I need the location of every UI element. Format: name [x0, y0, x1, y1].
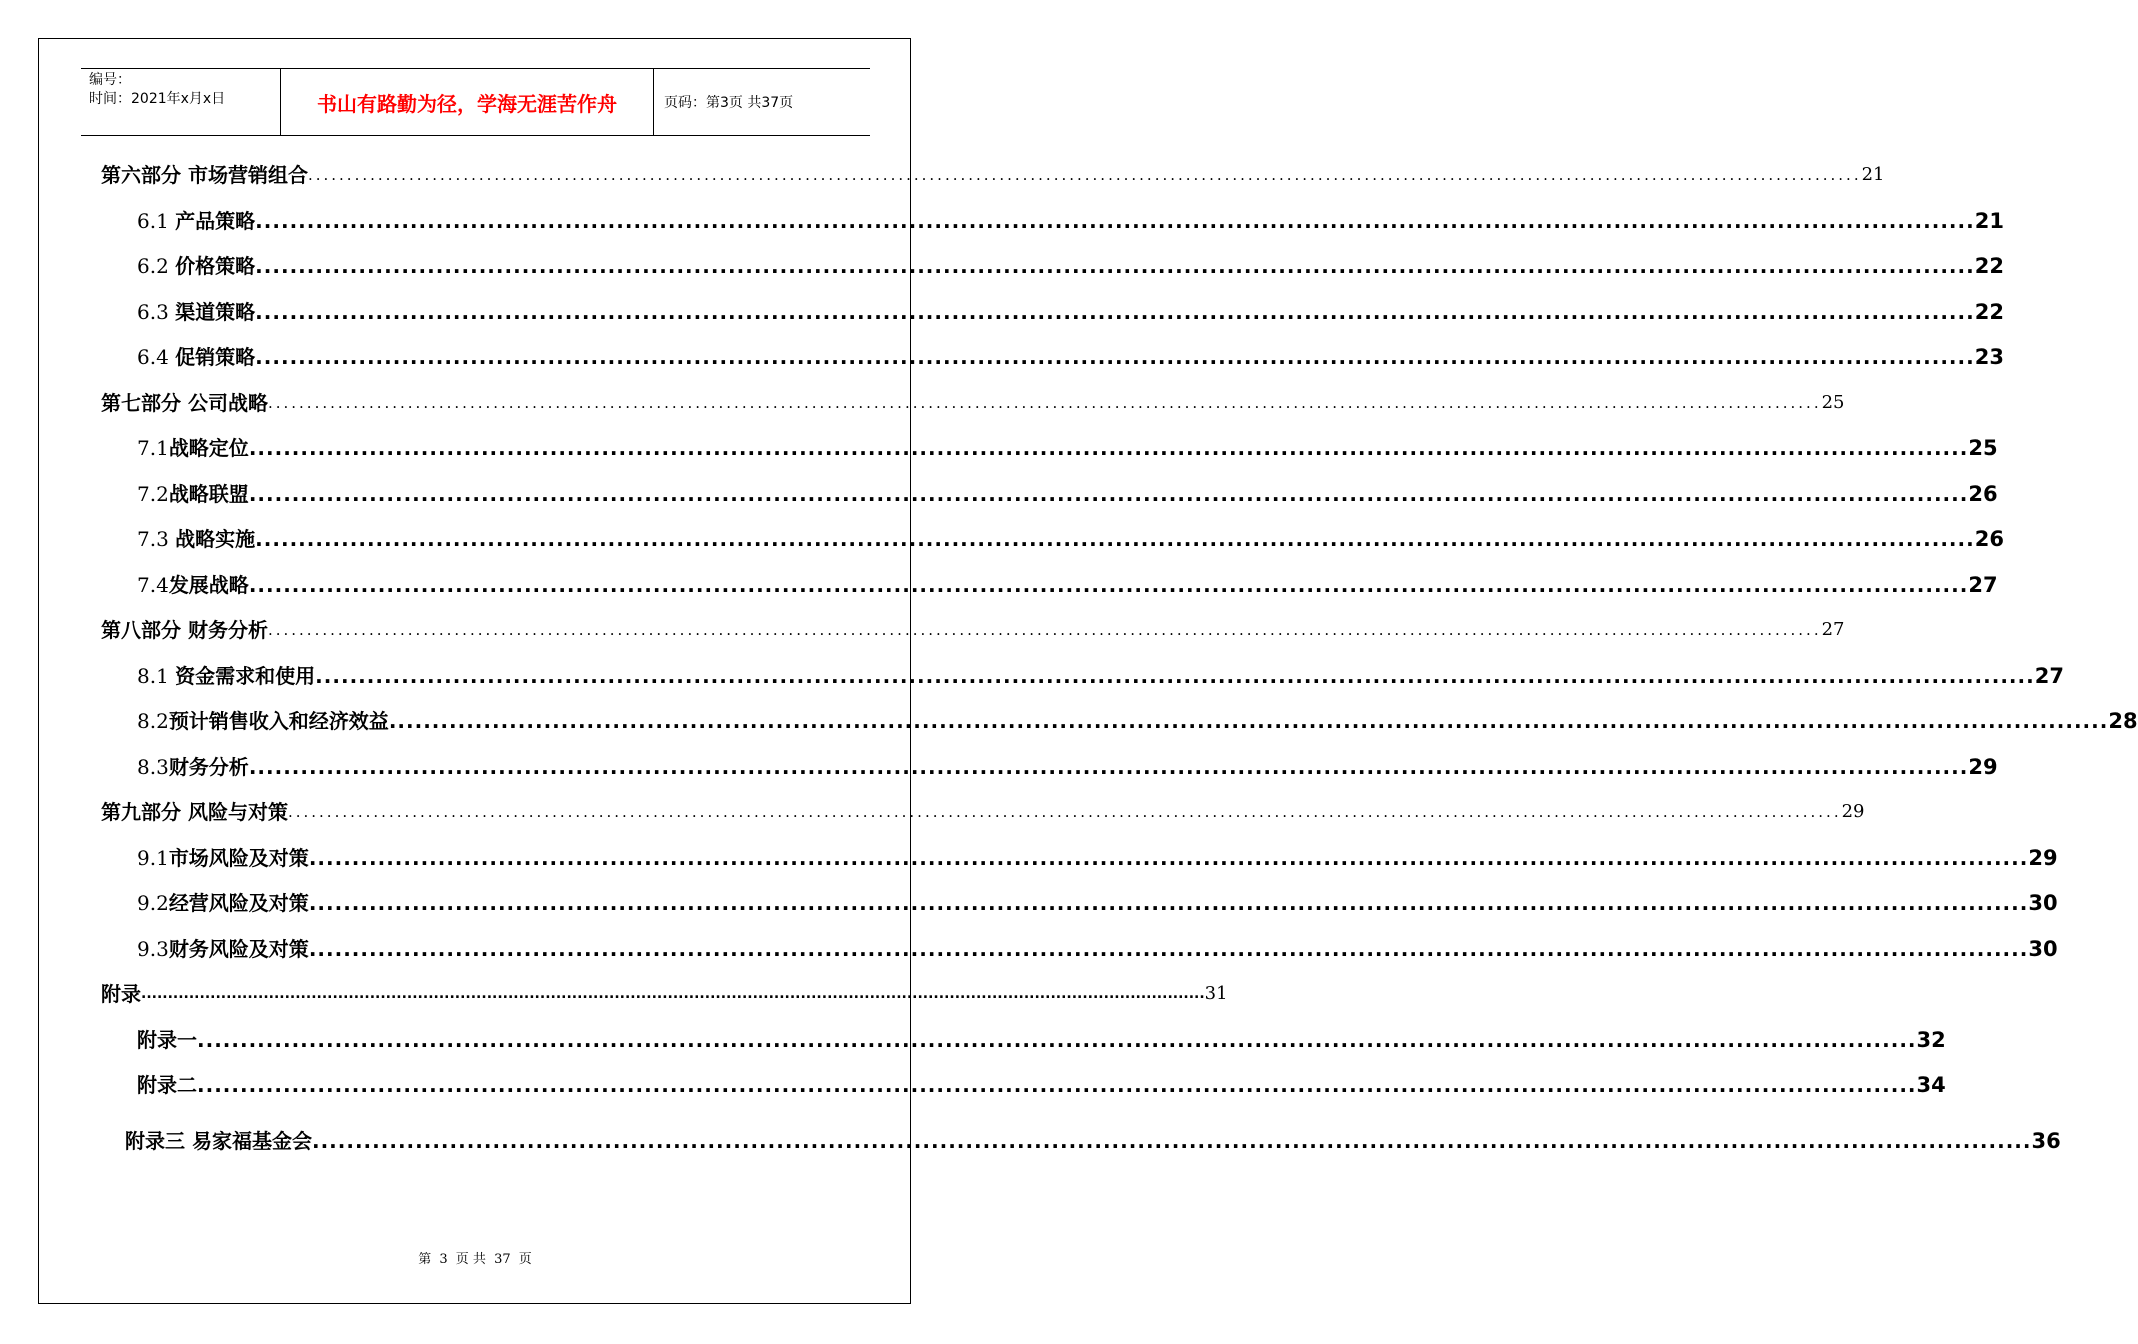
footer-prefix: 第 — [418, 1252, 432, 1267]
toc-entry-number: 6.4 — [137, 345, 176, 369]
toc-entry-page: 31 — [1204, 983, 1228, 1004]
toc-entry-title: 资金需求和使用 — [175, 663, 316, 688]
toc-entry[interactable] — [101, 977, 1228, 1007]
toc-entry-number: 6.1 — [137, 208, 176, 233]
toc-entry[interactable] — [137, 750, 1998, 780]
toc-entry-label — [137, 663, 315, 689]
toc-entry-page: 32 — [1916, 1027, 1946, 1052]
toc-entry[interactable] — [137, 522, 2004, 552]
toc-entry-title: 附录二 — [137, 1073, 197, 1097]
toc-entry-number: 7.1 — [137, 436, 169, 460]
toc-entry-page: 28 — [2108, 709, 2138, 733]
toc-leader-dots: ........................................................................................................................................................................................................ — [315, 663, 2035, 688]
toc-entry-title: 战略实施 — [175, 527, 256, 551]
toc-entry-page: 27 — [1821, 619, 1845, 640]
toc-entry[interactable] — [101, 795, 1865, 825]
number-label: 编号： — [89, 72, 131, 88]
toc-entry[interactable] — [137, 477, 1998, 507]
toc-entry-label — [137, 253, 255, 279]
toc-leader-dots: ........................................................................................................................................................................................................ — [255, 527, 1975, 551]
toc-entry-title: 财务风险及对策 — [168, 936, 309, 961]
toc-entry-title: 预计销售收入和经济效益 — [168, 709, 389, 733]
toc-entry[interactable] — [101, 613, 1845, 643]
toc-entry-label — [137, 526, 255, 552]
toc-entry-title: 价格策略 — [175, 254, 256, 278]
toc-entry-page: 29 — [1841, 801, 1865, 822]
toc-entry-label — [101, 162, 308, 188]
toc-entry[interactable] — [137, 841, 2058, 871]
toc-entry-label — [137, 890, 309, 916]
toc-entry-title: 附录 — [101, 982, 141, 1006]
toc-entry-page: 30 — [2028, 936, 2058, 961]
toc-entry-number: 7.4 — [137, 572, 169, 597]
toc-entry-label — [137, 299, 255, 325]
toc-entry-page: 29 — [1968, 754, 1998, 779]
toc-leader-dots: ........................................................................................................................................................................................................ — [248, 436, 1969, 460]
toc-entry-page: 25 — [1968, 436, 1998, 460]
toc-entry-title: 第七部分 公司战略 — [101, 390, 268, 415]
toc-leader-dots: ........................................................................................................................................................................................................ — [255, 345, 1975, 369]
toc-entry-title: 战略定位 — [168, 436, 249, 460]
toc-entry[interactable] — [101, 386, 1845, 416]
toc-entry-number: 7.3 — [137, 527, 176, 551]
toc-entry-number: 8.2 — [137, 709, 169, 733]
toc-entry-page: 34 — [1916, 1073, 1946, 1097]
toc-entry-title: 渠道策略 — [175, 299, 256, 324]
toc-entry-page: 26 — [1968, 481, 1998, 506]
toc-entry-label — [137, 572, 249, 598]
toc-entry-label — [137, 708, 389, 734]
toc-leader-dots: ........................................................................................................................................................................................................ — [267, 621, 1822, 639]
toc-entry-page: 29 — [2028, 845, 2058, 870]
footer-current-page: 3 — [439, 1252, 448, 1267]
toc-entry-title: 第九部分 风险与对策 — [101, 800, 288, 824]
toc-entry-title: 促销策略 — [175, 345, 256, 369]
toc-entry-label — [137, 1027, 197, 1053]
page-footer — [0, 1248, 950, 1267]
toc-entry-label — [137, 481, 249, 507]
toc-entry-label — [137, 1072, 197, 1098]
toc-entry-page: 21 — [1974, 208, 2004, 233]
toc-entry[interactable] — [137, 568, 1998, 598]
toc-entry-number: 9.2 — [137, 891, 169, 915]
toc-leader-dots: ........................................................................................................................................................................................................ — [388, 709, 2109, 733]
toc-leader-dots: ........................................................................................................................................................................................................ — [197, 1027, 1917, 1052]
toc-leader-dots: ........................................................................................................................................................................................................ — [141, 986, 1205, 1002]
toc-leader-dots: ........................................................................................................................................................................................................ — [311, 1128, 2032, 1153]
toc-entry-label — [101, 390, 268, 416]
toc-entry-page: 27 — [2034, 663, 2064, 688]
toc-entry-number: 6.3 — [137, 299, 176, 324]
toc-entry[interactable] — [137, 295, 2004, 325]
toc-entry[interactable] — [137, 704, 2138, 734]
toc-entry-label — [101, 617, 268, 643]
toc-leader-dots: ........................................................................................................................................................................................................ — [248, 481, 1969, 506]
toc-entry-label — [137, 754, 249, 780]
toc-leader-dots: ........................................................................................................................................................................................................ — [197, 1073, 1917, 1097]
toc-leader-dots: ........................................................................................................................................................................................................ — [287, 803, 1842, 821]
toc-entry[interactable] — [125, 1124, 2061, 1154]
toc-leader-dots: ........................................................................................................................................................................................................ — [255, 299, 1975, 324]
toc-entry-page: 21 — [1861, 164, 1885, 185]
toc-entry-title: 发展战略 — [168, 572, 249, 597]
toc-leader-dots: ........................................................................................................................................................................................................ — [255, 208, 1975, 233]
toc-entry-page: 22 — [1974, 299, 2004, 324]
toc-entry-title: 第八部分 财务分析 — [101, 618, 268, 642]
toc-entry[interactable] — [137, 932, 2058, 962]
toc-entry-number: 6.2 — [137, 254, 176, 278]
toc-entry-label — [137, 208, 255, 234]
toc-entry-page: 36 — [2031, 1128, 2061, 1153]
toc-entry-title: 附录一 — [137, 1027, 197, 1052]
toc-entry-number: 8.1 — [137, 663, 176, 688]
footer-middle: 页 共 — [455, 1252, 486, 1267]
toc-entry-label — [137, 435, 249, 461]
toc-entry-number: 7.2 — [137, 481, 169, 506]
toc-entry[interactable] — [137, 249, 2004, 279]
toc-entry[interactable] — [137, 340, 2004, 370]
toc-entry[interactable] — [101, 158, 1885, 188]
toc-entry[interactable] — [137, 204, 2004, 234]
toc-entry-label — [101, 981, 141, 1007]
toc-entry[interactable] — [137, 1068, 1946, 1098]
toc-entry-number: 9.3 — [137, 936, 169, 961]
header-motto: 书山有路勤为径，学海无涯苦作舟 — [281, 69, 654, 135]
toc-entry-page: 23 — [1974, 345, 2004, 369]
toc-entry[interactable] — [137, 1023, 1946, 1053]
toc-entry-page: 25 — [1821, 391, 1845, 413]
toc-leader-dots: ........................................................................................................................................................................................................ — [308, 845, 2029, 870]
toc-leader-dots: ........................................................................................................................................................................................................ — [248, 572, 1969, 597]
toc-entry[interactable] — [137, 659, 2064, 689]
toc-entry-page: 26 — [1974, 527, 2004, 551]
toc-entry-title: 财务分析 — [168, 754, 249, 779]
time-label: 时间：2021年x月x日 — [89, 91, 226, 107]
toc-entry-number: 9.1 — [137, 845, 169, 870]
footer-suffix: 页 — [518, 1252, 532, 1267]
toc-entry-title: 战略联盟 — [168, 481, 249, 506]
toc-entry-title: 经营风险及对策 — [168, 891, 309, 915]
toc-entry-label — [125, 1128, 312, 1154]
toc-entry-title: 第六部分 市场营销组合 — [101, 163, 308, 187]
toc-leader-dots: ........................................................................................................................................................................................................ — [255, 254, 1975, 278]
toc-entry-label — [101, 799, 288, 825]
toc-entry-title: 附录三 易家福基金会 — [125, 1128, 312, 1153]
footer-total-pages: 37 — [494, 1252, 511, 1267]
toc-entry[interactable] — [137, 431, 1998, 461]
toc-entry-title: 市场风险及对策 — [168, 845, 309, 870]
toc-leader-dots: ........................................................................................................................................................................................................ — [267, 393, 1822, 412]
toc-entry-title: 产品策略 — [175, 208, 256, 233]
toc-entry-number: 8.3 — [137, 754, 169, 779]
toc-entry[interactable] — [137, 886, 2058, 916]
toc-entry-label — [137, 936, 309, 962]
toc-entry-page: 22 — [1974, 254, 2004, 278]
toc-entry-label — [137, 344, 255, 370]
toc-leader-dots: ........................................................................................................................................................................................................ — [308, 936, 2029, 961]
toc-entry-label — [137, 845, 309, 871]
toc-leader-dots: ........................................................................................................................................................................................................ — [308, 891, 2029, 915]
toc-leader-dots: ........................................................................................................................................................................................................ — [248, 754, 1969, 779]
toc-entry-page: 27 — [1968, 572, 1998, 597]
toc-entry-page: 30 — [2028, 891, 2058, 915]
toc-leader-dots: ........................................................................................................................................................................................................ — [307, 166, 1862, 184]
header-page-info: 页码：第3页 共37页 — [664, 95, 794, 111]
